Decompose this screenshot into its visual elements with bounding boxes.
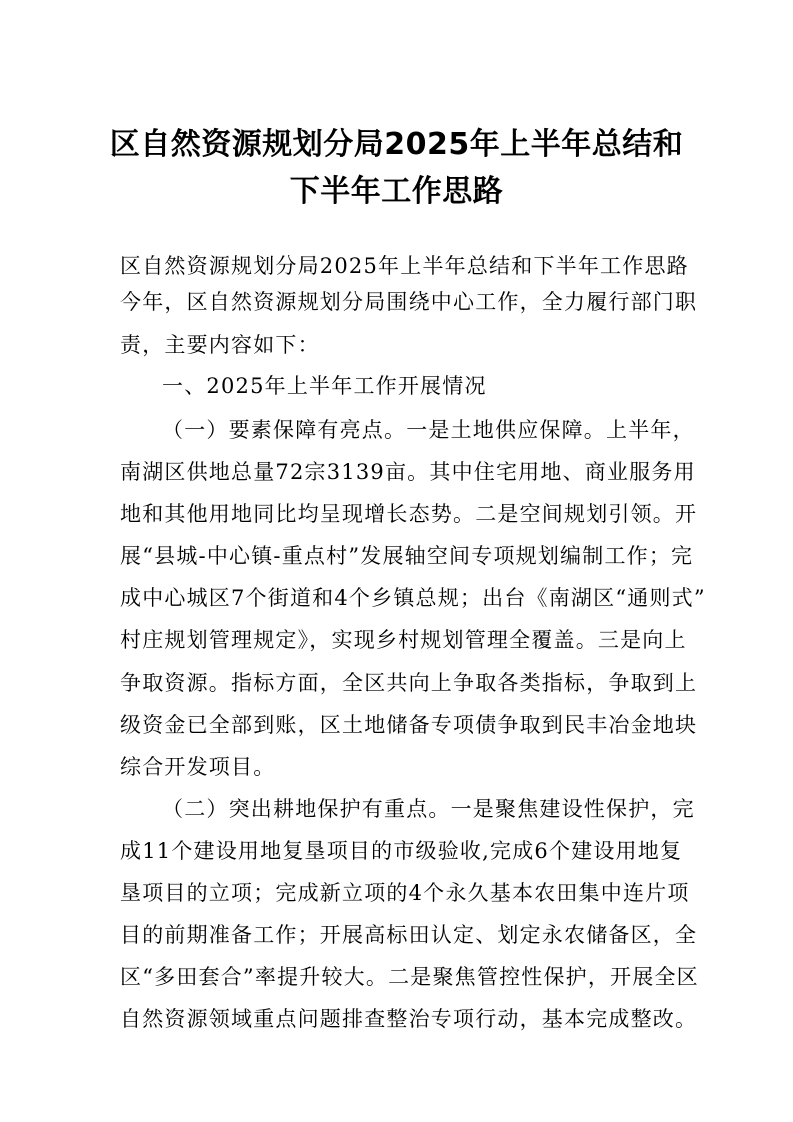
body-line-text: 级资金已全部到账，区土地储备专项债争取到民丰冶金地块 xyxy=(120,713,698,737)
body-line-text: （一）要素保障有亮点。一是土地供应保障。上半年， xyxy=(162,418,695,442)
section-heading-text: 一、2025年上半年工作开展情况 xyxy=(162,374,487,398)
body-line-text: 目的前期准备工作；开展高标田认定、划定永农储备区，全 xyxy=(120,923,698,947)
body-line-text: （二）突出耕地保护有重点。一是聚焦建设性保护，完 xyxy=(162,797,695,821)
body-line-text: 成11个建设用地复垦项目的市级验收,完成6个建设用地复 xyxy=(120,839,683,863)
body-line-text: 展“县城-中心镇-重点村”发展轴空间专项规划编制工作；完 xyxy=(120,544,694,568)
body-line-text: 垦项目的立项；完成新立项的4个永久基本农田集中连片项 xyxy=(120,881,690,905)
body-line-text: 今年，区自然资源规划分局围绕中心工作，全力履行部门职 xyxy=(120,290,698,314)
document-title-line-1: 区自然资源规划分局2025年上半年总结和 xyxy=(109,127,684,162)
body-line-text: 区“多田套合”率提升较大。二是聚焦管控性保护，开展全区 xyxy=(120,965,699,989)
body-line-text: 地和其他用地同比均呈现增长态势。二是空间规划引领。开 xyxy=(120,502,698,526)
document-title-line-2: 下半年工作思路 xyxy=(289,174,504,209)
body-line-text: 村庄规划管理规定》，实现乡村规划管理全覆盖。三是向上 xyxy=(120,628,687,652)
body-line-text: 区自然资源规划分局2025年上半年总结和下半年工作思路 xyxy=(120,254,689,278)
body-line-text: 南湖区供地总量72宗3139亩。其中住宅用地、商业服务用 xyxy=(120,460,696,484)
body-line-text: 自然资源领域重点问题排查整治专项行动，基本完成整改。 xyxy=(120,1007,698,1031)
body-line-text: 综合开发项目。 xyxy=(120,755,276,779)
body-line-text: 争取资源。指标方面，全区共向上争取各类指标，争取到上 xyxy=(120,671,698,695)
body-line-text: 责，主要内容如下： xyxy=(120,333,320,357)
body-line-text: 成中心城区7个街道和4个乡镇总规；出台《南湖区“通则式” xyxy=(120,586,706,610)
